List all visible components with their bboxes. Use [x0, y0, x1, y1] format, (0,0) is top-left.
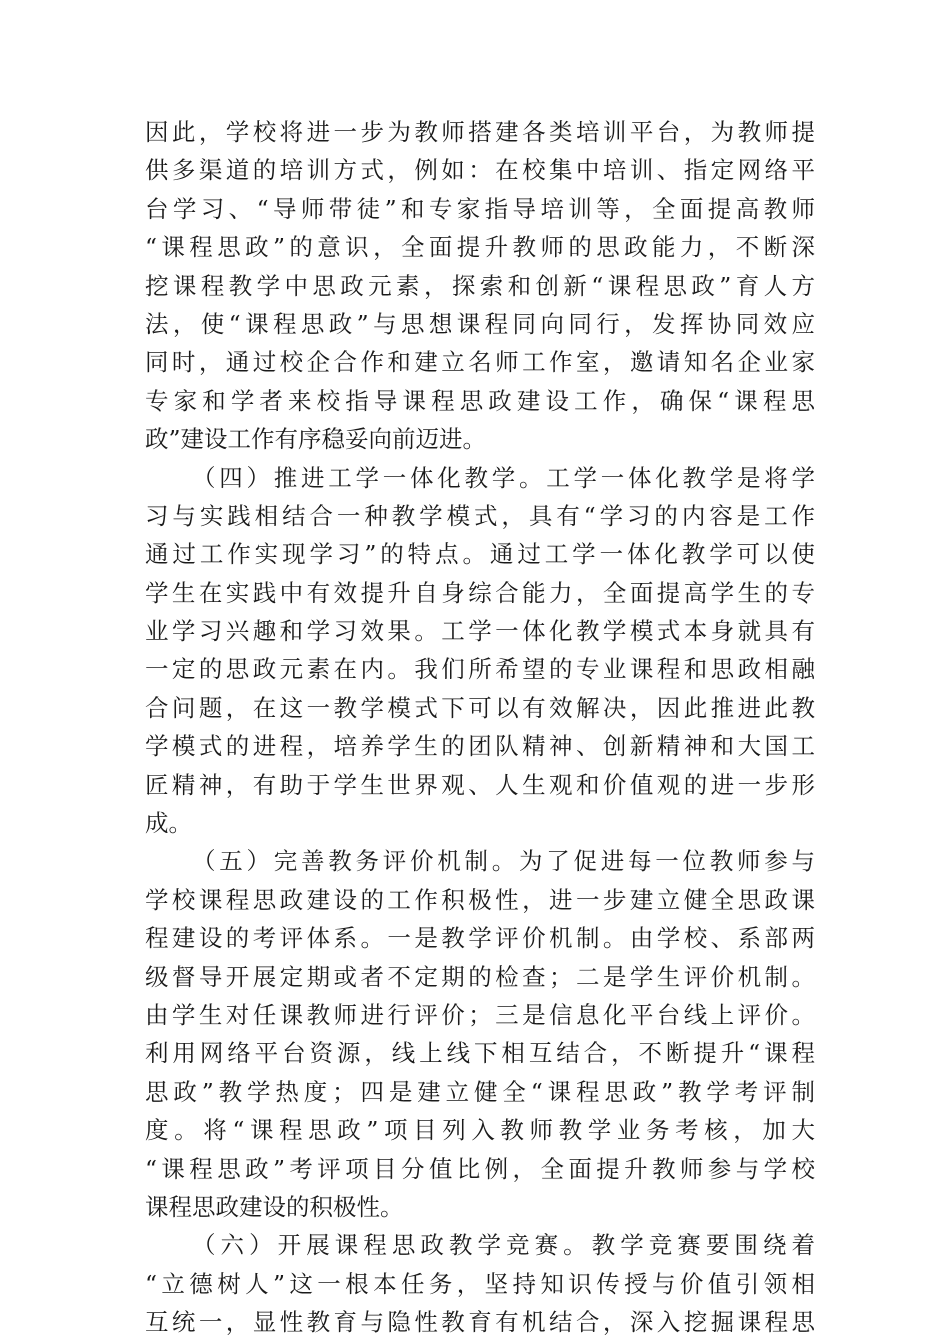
- text-line: 学生在实践中有效提升自身综合能力，全面提高学生的专: [145, 578, 815, 607]
- paragraph-intro: [145, 113, 815, 459]
- text-line: 程建设的考评体系。一是教学评价机制。由学校、系部两: [145, 924, 815, 953]
- text-line: 思政”教学热度；四是建立健全“课程思政”教学考评制: [145, 1077, 815, 1106]
- text-line: 互统一，显性教育与隐性教育有机结合，深入挖掘课程思: [145, 1308, 815, 1337]
- text-line: 一定的思政元素在内。我们所希望的专业课程和思政相融: [145, 655, 815, 684]
- text-line-first: （五）完善教务评价机制。为了促进每一位教师参与: [192, 847, 815, 876]
- paragraph-section-4: [145, 459, 815, 843]
- text-line: 成。: [145, 809, 192, 838]
- text-line: 匠精神，有助于学生世界观、人生观和价值观的进一步形: [145, 770, 815, 799]
- text-line: “课程思政”的意识，全面提升教师的思政能力，不断深: [145, 233, 815, 262]
- text-line: “立德树人”这一根本任务，坚持知识传授与价值引领相: [145, 1269, 815, 1298]
- text-line: 同时，通过校企合作和建立名师工作室，邀请知名企业家: [145, 348, 815, 377]
- text-line: 政”建设工作有序稳妥向前迈进。: [145, 425, 487, 454]
- paragraph-section-6: [145, 1226, 815, 1341]
- text-line: 专家和学者来校指导课程思政建设工作，确保“课程思: [145, 386, 815, 415]
- text-line: “课程思政”考评项目分值比例，全面提升教师参与学校: [145, 1154, 815, 1183]
- text-line: 因此，学校将进一步为教师搭建各类培训平台，为教师提: [145, 118, 815, 146]
- text-line: 供多渠道的培训方式，例如：在校集中培训、指定网络平: [145, 156, 815, 185]
- text-line: 课程思政建设的积极性。: [145, 1192, 404, 1221]
- paragraph-section-5: [145, 842, 815, 1226]
- text-line: 由学生对任课教师进行评价；三是信息化平台线上评价。: [145, 1000, 815, 1029]
- text-line-first: （六）开展课程思政教学竞赛。教学竞赛要围绕着: [192, 1231, 815, 1260]
- text-line: 业学习兴趣和学习效果。工学一体化教学模式本身就具有: [145, 617, 815, 646]
- text-line: 挖课程教学中思政元素，探索和创新“课程思政”育人方: [145, 271, 815, 300]
- text-line: 通过工作实现学习”的特点。通过工学一体化教学可以使: [145, 540, 815, 569]
- text-line: 学模式的进程，培养学生的团队精神、创新精神和大国工: [145, 732, 815, 761]
- text-line: 利用网络平台资源，线上线下相互结合，不断提升“课程: [145, 1039, 815, 1068]
- document-body: [145, 113, 815, 1342]
- text-line: 度。将“课程思政”项目列入教师教学业务考核，加大: [145, 1116, 815, 1145]
- text-line-first: （四）推进工学一体化教学。工学一体化教学是将学: [192, 463, 815, 492]
- text-line: 台学习、“导师带徒”和专家指导培训等，全面提高教师: [145, 194, 815, 223]
- text-line: 合问题，在这一教学模式下可以有效解决，因此推进此教: [145, 693, 815, 722]
- text-line: 学校课程思政建设的工作积极性，进一步建立健全思政课: [145, 885, 815, 914]
- text-line: 习与实践相结合一种教学模式，具有“学习的内容是工作: [145, 501, 815, 530]
- text-line: 级督导开展定期或者不定期的检查；二是学生评价机制。: [145, 962, 815, 991]
- text-line: 法，使“课程思政”与思想课程同向同行，发挥协同效应: [145, 309, 815, 338]
